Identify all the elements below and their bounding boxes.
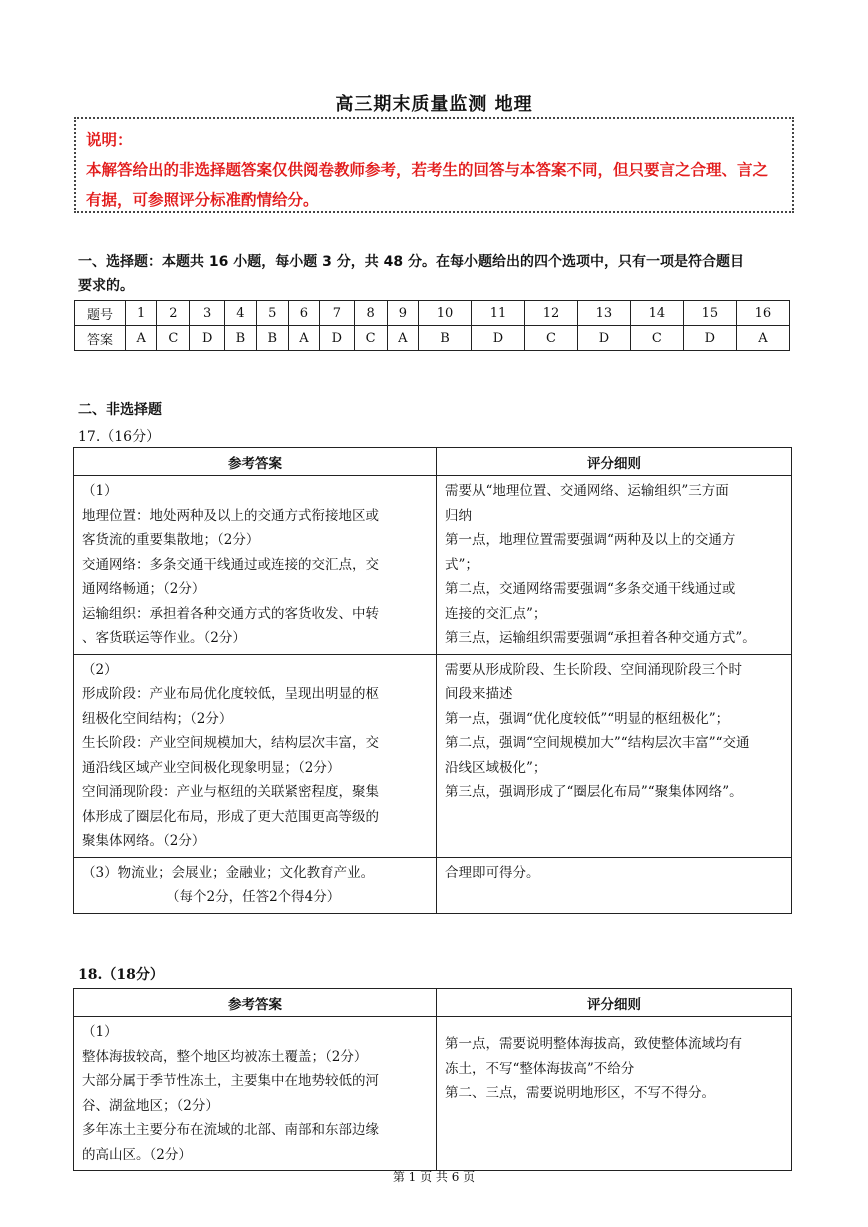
q17-part2-scoring <box>437 654 792 857</box>
q17-part3-answer <box>74 857 437 913</box>
scoring-line: 式”； <box>445 556 479 573</box>
col-header-scoring-rules: 评分细则 <box>437 989 792 1017</box>
scoring-line: 第三点，运输组织需要强调“承担着各种交通方式”。 <box>445 630 756 646</box>
answer-line: 、客货联运等作业。（2分） <box>82 630 246 646</box>
q18-part1-answer <box>74 1017 437 1171</box>
answer-cell: A <box>126 326 157 351</box>
question-number: 9 <box>387 301 418 326</box>
question-number: 4 <box>224 301 256 326</box>
answer-line: 大部分属于季节性冻土，主要集中在地势较低的河 <box>82 1073 379 1089</box>
scoring-line: 第二点，强调“空间规模加大”“结构层次丰富”“交通 <box>445 735 750 751</box>
answer-cell: A <box>736 326 789 351</box>
question-number: 16 <box>736 301 789 326</box>
answer-line: （每个2分，任答2个得4分） <box>166 889 341 905</box>
q18-label: 18.（18分） <box>78 967 164 983</box>
scoring-line: 间段来描述 <box>445 686 513 702</box>
answer-cell: D <box>683 326 736 351</box>
question-number: 14 <box>630 301 683 326</box>
col-header-scoring-rules: 评分细则 <box>437 448 792 476</box>
section2-heading: 二、非选择题 <box>78 402 162 418</box>
section1-heading-line1: 一、选择题：本题共 16 小题，每小题 3 分，共 48 分。在每小题给出的四个选项中，只有一项是符合题目 <box>78 254 744 270</box>
col-header-reference-answer: 参考答案 <box>74 989 437 1017</box>
answer-cell: C <box>524 326 577 351</box>
q17-part1-row <box>74 476 792 655</box>
question-number: 3 <box>190 301 225 326</box>
scoring-line: 第二、三点，需要说明地形区，不写不得分。 <box>445 1085 715 1101</box>
page-footer: 第 1 页 共 6 页 <box>392 1170 476 1184</box>
answer-line: （1） <box>82 1024 118 1040</box>
row-label-question: 题号 <box>75 301 126 326</box>
q18-header-row <box>74 989 792 1017</box>
note-heading: 说明： <box>86 131 133 149</box>
question-number: 13 <box>577 301 630 326</box>
scoring-line: 第一点，地理位置需要强调“两种及以上的交通方 <box>445 532 736 548</box>
answer-line: 的高山区。（2分） <box>82 1146 192 1163</box>
q18-part1-row <box>74 1017 792 1171</box>
answer-line: 空间涌现阶段：产业与枢纽的关联紧密程度，聚集 <box>82 784 379 800</box>
q17-part1-answer <box>74 476 437 655</box>
q18-answer-table <box>73 988 792 1171</box>
question-number: 11 <box>472 301 525 326</box>
answer-cell: C <box>354 326 387 351</box>
multiple-choice-answer-table <box>74 300 790 351</box>
answer-line: （2） <box>82 661 118 678</box>
q17-part1-scoring <box>437 476 792 655</box>
answer-cell: D <box>577 326 630 351</box>
q17-part2-answer <box>74 654 437 857</box>
question-number: 1 <box>126 301 157 326</box>
row-label-answer: 答案 <box>75 326 126 351</box>
answer-line: 形成阶段：产业布局优化度较低，呈现出明显的枢 <box>82 686 379 702</box>
q17-header-row <box>74 448 792 476</box>
answer-line: 纽极化空间结构；（2分） <box>82 710 233 727</box>
answer-line: 聚集体网络。（2分） <box>82 833 206 849</box>
q17-part3-row <box>74 857 792 913</box>
answer-row <box>75 326 790 351</box>
answer-line: 运输组织：承担着各种交通方式的客货收发、中转 <box>82 605 379 622</box>
question-number: 6 <box>288 301 319 326</box>
answer-line: 生长阶段：产业空间规模加大，结构层次丰富，交 <box>82 735 379 751</box>
answer-line: 体形成了圈层化布局，形成了更大范围更高等级的 <box>82 808 379 825</box>
answer-line: 通沿线区域产业空间极化现象明显；（2分） <box>82 759 341 776</box>
question-number: 10 <box>419 301 472 326</box>
scoring-line: 合理即可得分。 <box>445 864 540 881</box>
answer-cell: C <box>630 326 683 351</box>
answer-cell: D <box>190 326 225 351</box>
question-number: 12 <box>524 301 577 326</box>
scoring-line: 第一点，需要说明整体海拔高，致使整体流域均有 <box>445 1036 742 1052</box>
question-number: 8 <box>354 301 387 326</box>
scoring-line: 沿线区域极化”； <box>445 759 547 776</box>
scoring-line: 归纳 <box>445 507 472 524</box>
question-number-row <box>75 301 790 326</box>
q17-part3-scoring <box>437 857 792 913</box>
col-header-reference-answer: 参考答案 <box>74 448 437 476</box>
scoring-line: 需要从形成阶段、生长阶段、空间涌现阶段三个时 <box>445 661 742 678</box>
answer-cell: B <box>224 326 256 351</box>
answer-line: 多年冻土主要分布在流域的北部、南部和东部边缘 <box>82 1122 379 1138</box>
answer-cell: B <box>256 326 288 351</box>
answer-line: 通网络畅通；（2分） <box>82 581 206 597</box>
scoring-line: 第二点，交通网络需要强调“多条交通干线通过或 <box>445 581 736 597</box>
scoring-line: 冻土，不写“整体海拔高”不给分 <box>445 1060 635 1077</box>
answer-cell: B <box>419 326 472 351</box>
q17-answer-table <box>73 447 792 914</box>
answer-cell: A <box>288 326 319 351</box>
answer-line: 交通网络：多条交通干线通过或连接的交汇点，交 <box>82 556 379 573</box>
answer-line: 客货流的重要集散地；（2分） <box>82 532 260 548</box>
answer-line: （1） <box>82 483 118 499</box>
answer-line: 谷、湖盆地区；（2分） <box>82 1097 219 1114</box>
answer-cell: D <box>472 326 525 351</box>
q17-part2-row <box>74 654 792 857</box>
section1-heading-line2: 要求的。 <box>78 278 134 294</box>
scoring-line: 第三点，强调形成了“圈层化布局”“聚集体网络”。 <box>445 784 743 800</box>
instruction-note-box <box>74 117 794 213</box>
answer-line: 地理位置：地处两种及以上的交通方式衔接地区或 <box>82 507 379 524</box>
answer-line: （3）物流业；会展业；金融业；文化教育产业。 <box>82 864 375 881</box>
scoring-line: 需要从“地理位置、交通网络、运输组织”三方面 <box>445 483 729 499</box>
answer-cell: D <box>320 326 355 351</box>
page-title: 高三期末质量监测 地理 <box>335 94 533 115</box>
q18-part1-scoring <box>437 1017 792 1171</box>
answer-cell: C <box>157 326 190 351</box>
note-body: 本解答给出的非选择题答案仅供阅卷教师参考，若考生的回答与本答案不同，但只要言之合理、言之有据，可参照评分标准酌情给分。 <box>86 161 769 209</box>
question-number: 7 <box>320 301 355 326</box>
question-number: 2 <box>157 301 190 326</box>
scoring-line: 连接的交汇点”； <box>445 605 547 622</box>
answer-line: 整体海拔较高，整个地区均被冻土覆盖；（2分） <box>82 1048 368 1065</box>
scoring-line <box>445 1020 783 1032</box>
section1-heading <box>78 250 744 298</box>
question-number: 15 <box>683 301 736 326</box>
answer-cell: A <box>387 326 418 351</box>
question-number: 5 <box>256 301 288 326</box>
scoring-line: 第一点，强调“优化度较低”“明显的枢纽极化”； <box>445 710 730 727</box>
q17-label: 17.（16分） <box>78 429 161 445</box>
